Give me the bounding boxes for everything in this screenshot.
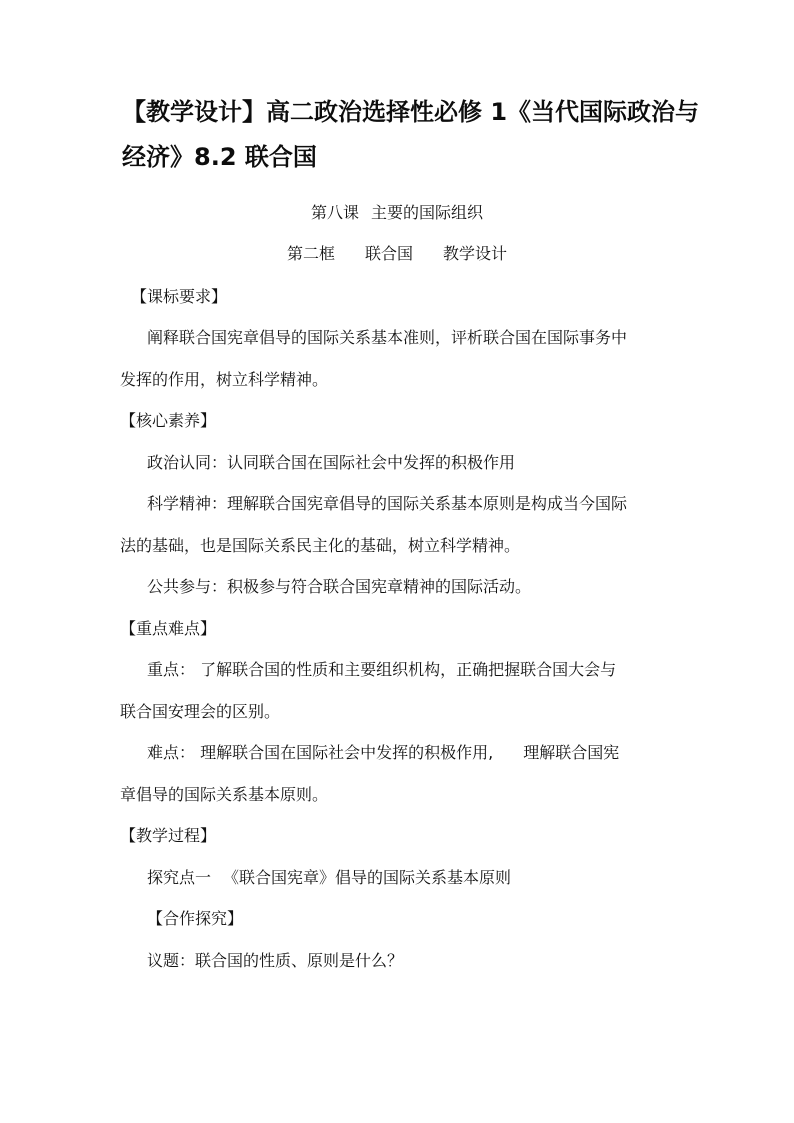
science-spirit-line1: 科学精神：理解联合国宪章倡导的国际关系基本原则是构成当今国际 [147, 494, 628, 513]
section-subtitle [0, 246, 794, 262]
coop-explore-heading: 【合作探究】 [147, 909, 244, 928]
public-participation-text: 公共参与：积极参与符合联合国宪章精神的国际活动。 [147, 577, 532, 596]
competencies-heading: 【核心素养】 [120, 411, 217, 430]
explore-point-line [147, 870, 511, 886]
explore-title: 《联合国宪章》倡导的国际关系基本原则 [223, 868, 512, 887]
curriculum-heading: 【课标要求】 [131, 287, 228, 306]
lesson-topic: 主要的国际组织 [371, 203, 484, 222]
section-number: 第二框 [286, 244, 335, 263]
difficulty-line2: 章倡导的国际关系基本原则。 [120, 785, 329, 804]
lesson-subtitle [0, 205, 794, 221]
section-kind: 教学设计 [443, 244, 508, 263]
focus-line2: 联合国安理会的区别。 [120, 702, 281, 721]
political-identity-text: 政治认同：认同联合国在国际社会中发挥的积极作用 [147, 453, 516, 472]
document-title-line1: 【教学设计】高二政治选择性必修 1《当代国际政治与 [122, 98, 700, 126]
curriculum-text-line2: 发挥的作用，树立科学精神。 [120, 370, 329, 389]
explore-label: 探究点一 [147, 868, 212, 887]
difficulty-part1: 难点： 理解联合国在国际社会中发挥的积极作用, [147, 743, 494, 762]
focus-line1: 重点： 了解联合国的性质和主要组织机构，正确把握联合国大会与 [147, 660, 617, 679]
curriculum-text-line1: 阐释联合国宪章倡导的国际关系基本准则，评析联合国在国际事务中 [147, 328, 628, 347]
process-heading: 【教学过程】 [120, 826, 217, 845]
difficulty-line1 [147, 745, 619, 761]
discussion-question: 议题：联合国的性质、原则是什么？ [147, 951, 404, 970]
difficulty-part2: 理解联合国宪 [523, 743, 620, 762]
section-name: 联合国 [364, 244, 413, 263]
document-title-line2: 经济》8.2 联合国 [122, 143, 317, 171]
lesson-number: 第八课 [310, 203, 359, 222]
key-points-heading: 【重点难点】 [120, 619, 217, 638]
science-spirit-line2: 法的基础，也是国际关系民主化的基础，树立科学精神。 [120, 536, 521, 555]
